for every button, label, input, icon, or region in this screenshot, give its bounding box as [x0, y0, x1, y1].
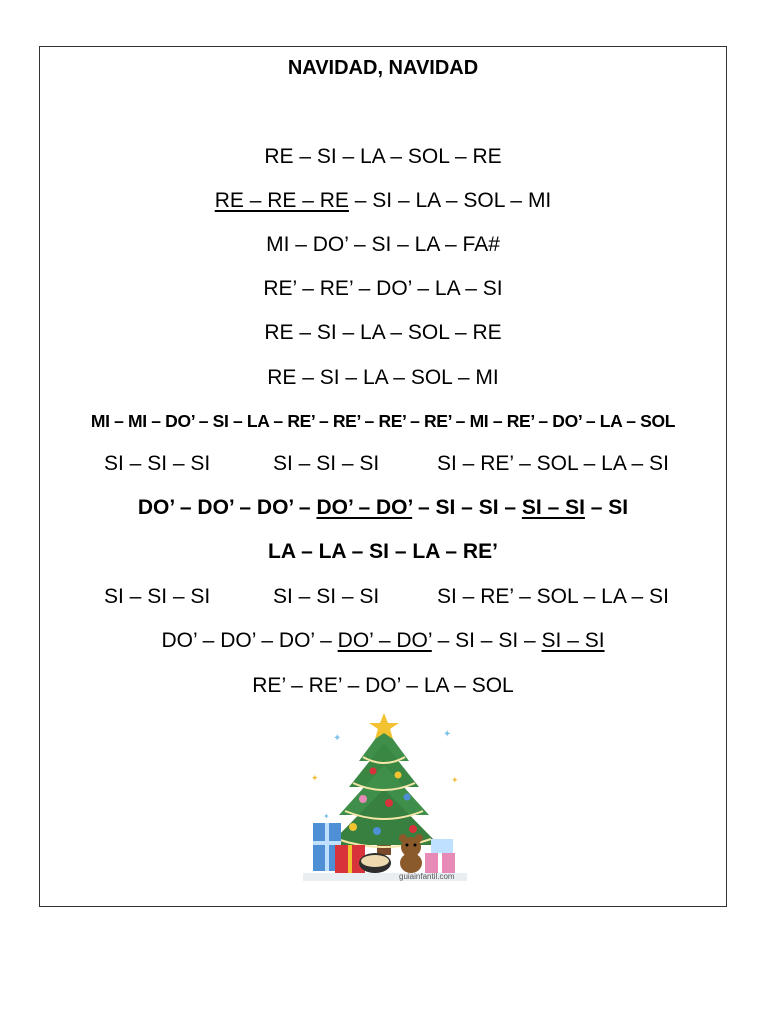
christmas-tree-illustration [303, 711, 467, 881]
underlined-notes: SI – SI [521, 496, 585, 519]
page-frame [39, 46, 727, 907]
underlined-notes: SI – SI [541, 629, 605, 652]
notes-text: – SI – SI – [431, 629, 542, 652]
svg-text:✦: ✦ [443, 729, 452, 740]
notes-group-a: SI – SI – SI [104, 585, 211, 608]
notes-group-b: SI – SI – SI [273, 585, 380, 608]
watermark: guiainfantil.com [399, 872, 455, 881]
notes-line-12 [40, 628, 726, 654]
notes-line-3: MI – DO’ – SI – LA – FA# [266, 233, 500, 256]
notes-text: – SI [584, 496, 629, 519]
notes-line-13: RE’ – RE’ – DO’ – LA – SOL [252, 674, 514, 697]
notes-line-5: RE – SI – LA – SOL – RE [264, 321, 502, 344]
notes-group-c: SI – RE’ – SOL – LA – SI [437, 585, 669, 608]
song-title: NAVIDAD, NAVIDAD [287, 57, 479, 79]
underlined-notes: DO’ – DO’ [337, 629, 432, 652]
notes-line-7: MI – MI – DO’ – SI – LA – RE’ – RE’ – RE’ – RE’ – MI – RE’ – DO’ – LA – SOL [90, 411, 676, 431]
notes-text: DO’ – DO’ – DO’ – [161, 629, 338, 652]
notes-line-9 [40, 495, 726, 521]
notes-text: – SI – LA – SOL – MI [348, 189, 552, 212]
notes-text: DO’ – DO’ – DO’ – [137, 496, 317, 519]
notes-group-a: SI – SI – SI [104, 452, 211, 475]
svg-text:✦: ✦ [323, 812, 330, 821]
underlined-notes: RE – RE – RE [214, 189, 349, 212]
svg-text:✦: ✦ [333, 733, 342, 744]
notes-group-b: SI – SI – SI [273, 452, 380, 475]
notes-group-c: SI – RE’ – SOL – LA – SI [437, 452, 669, 475]
notes-line-1: RE – SI – LA – SOL – RE [264, 145, 502, 168]
notes-line-6: RE – SI – LA – SOL – MI [267, 366, 499, 389]
notes-text: – SI – SI – [412, 496, 522, 519]
notes-line-4: RE’ – RE’ – DO’ – LA – SI [263, 277, 503, 300]
underlined-notes: DO’ – DO’ [316, 496, 413, 519]
notes-line-10: LA – LA – SI – LA – RE’ [268, 540, 498, 563]
notes-line-2 [40, 188, 726, 214]
svg-text:✦: ✦ [311, 774, 319, 784]
svg-text:✦: ✦ [451, 776, 459, 786]
